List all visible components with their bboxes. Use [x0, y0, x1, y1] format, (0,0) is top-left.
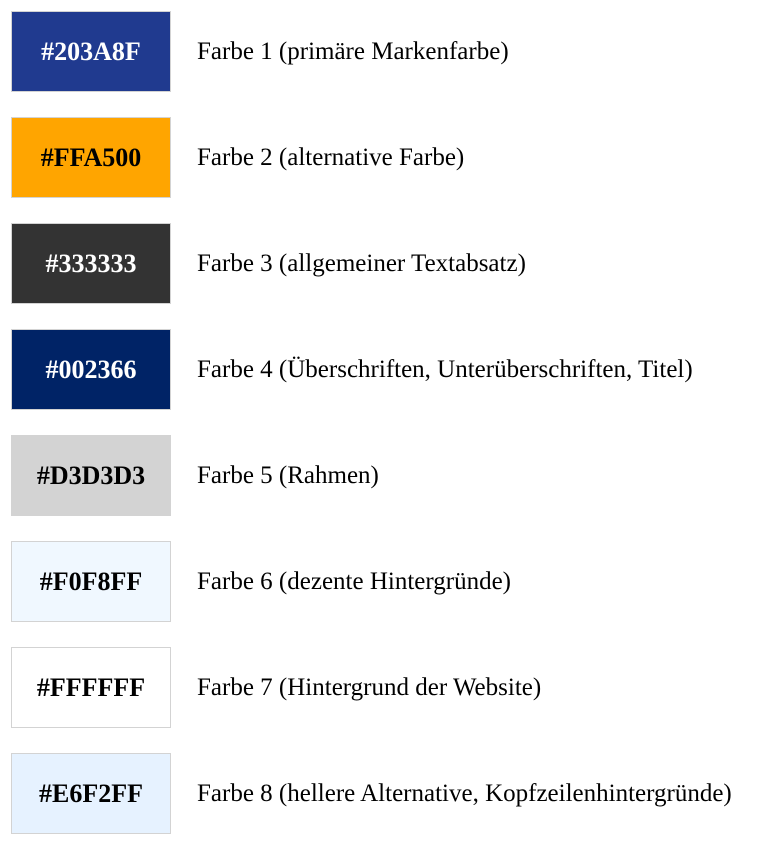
- color-swatch-7: #FFFFFF: [11, 647, 171, 728]
- color-row-5: [11, 435, 776, 516]
- color-row-1: [11, 11, 776, 92]
- color-swatch-8: #E6F2FF: [11, 753, 171, 834]
- color-swatch-1: #203A8F: [11, 11, 171, 92]
- color-row-3: [11, 223, 776, 304]
- color-description-3: Farbe 3 (allgemeiner Textabsatz): [197, 249, 526, 277]
- color-swatch-5: #D3D3D3: [11, 435, 171, 516]
- color-description-1: Farbe 1 (primäre Markenfarbe): [197, 37, 509, 65]
- color-swatch-3: #333333: [11, 223, 171, 304]
- color-swatch-2: #FFA500: [11, 117, 171, 198]
- color-description-4: Farbe 4 (Überschriften, Unterüberschriften, Titel): [197, 355, 693, 383]
- color-description-8: Farbe 8 (hellere Alternative, Kopfzeilenhintergründe): [197, 779, 732, 807]
- color-row-2: [11, 117, 776, 198]
- color-description-6: Farbe 6 (dezente Hintergründe): [197, 567, 511, 595]
- color-swatch-6: #F0F8FF: [11, 541, 171, 622]
- color-row-4: [11, 329, 776, 410]
- color-description-5: Farbe 5 (Rahmen): [197, 461, 379, 489]
- color-row-7: [11, 647, 776, 728]
- color-row-8: [11, 753, 776, 834]
- color-description-2: Farbe 2 (alternative Farbe): [197, 143, 465, 171]
- color-description-7: Farbe 7 (Hintergrund der Website): [197, 673, 542, 701]
- color-row-6: [11, 541, 776, 622]
- color-swatch-4: #002366: [11, 329, 171, 410]
